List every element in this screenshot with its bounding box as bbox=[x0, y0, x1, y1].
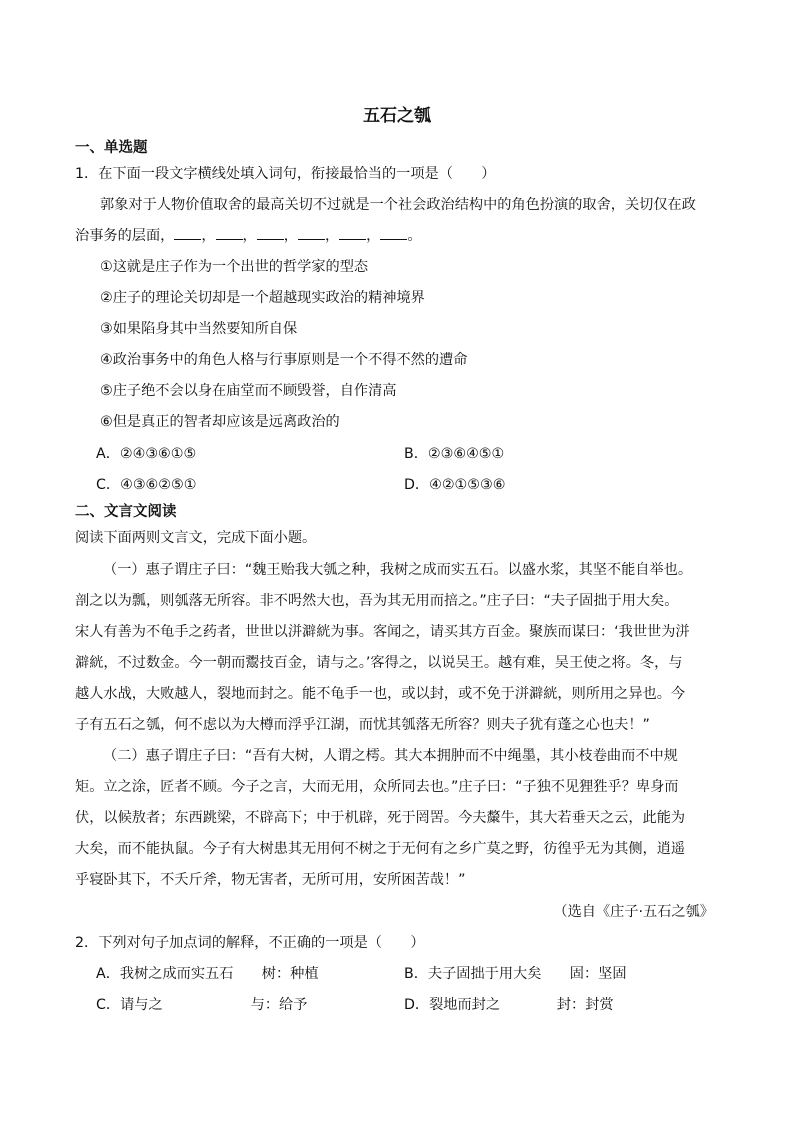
separator: ， bbox=[366, 228, 381, 244]
question-1-item-3: ③如果陷身其中当然要知所自保 bbox=[100, 321, 298, 337]
reading-passage-1-line-6: 子有五石之瓠，何不虑以为大樽而浮乎江湖，而忧其瓠落无所容？则夫子犹有蓬之心也夫！” bbox=[75, 717, 650, 733]
question-1-passage-line-1: 郭象对于人物价值取舍的最高关切不过就是一个社会政治结构中的角色扮演的取舍，关切仅在政 bbox=[100, 197, 696, 213]
section-heading-single-choice: 一、单选题 bbox=[75, 140, 148, 156]
reading-source: （选自《庄子·五石之瓠》 bbox=[553, 904, 714, 920]
question-1-item-2: ②庄子的理论关切却是一个超越现实政治的精神境界 bbox=[100, 290, 425, 306]
reading-passage-1-line-3: 宋人有善为不龟手之药者，世世以洴澼絖为事。客闻之，请买其方百金。聚族而谋曰：‘我世世为洴 bbox=[75, 624, 690, 640]
reading-passage-2-line-3: 伏，以候敖者；东西跳梁，不辟高下；中于机辟，死于罔罟。今夫斄牛，其大若垂天之云，此能为 bbox=[75, 810, 686, 826]
reading-passage-2-line-2: 矩。立之涂，匠者不顾。今子之言，大而无用，众所同去也。”庄子曰：“子独不见狸狌乎？卑身而 bbox=[75, 779, 679, 795]
reading-passage-2-line-5: 乎寝卧其下，不夭斤斧，物无害者，无所可用，安所困苦哉！” bbox=[75, 872, 466, 888]
question-1-option-c[interactable]: C．④③⑥②⑤① bbox=[96, 477, 197, 493]
question-1-option-d[interactable]: D．④②①⑤③⑥ bbox=[404, 477, 506, 493]
blank-4[interactable] bbox=[298, 226, 325, 240]
blank-2[interactable] bbox=[216, 226, 243, 240]
reading-passage-1-line-1: （一）惠子谓庄子曰：“魏王贻我大瓠之种，我树之成而实五石。以盛水浆，其坚不能自举也。 bbox=[103, 562, 693, 578]
question-1-stem: 1．在下面一段文字横线处填入词句，衔接最恰当的一项是（ ） bbox=[75, 166, 496, 182]
reading-intro: 阅读下面两则文言文，完成下面小题。 bbox=[75, 530, 317, 546]
blank-3[interactable] bbox=[257, 226, 284, 240]
question-1-item-4: ④政治事务中的角色人格与行事原则是一个不得不然的遭命 bbox=[100, 352, 468, 368]
question-2-option-d[interactable]: D．裂地而封之 封：封赏 bbox=[404, 997, 614, 1013]
reading-passage-1-line-5: 越人水战，大败越人，裂地而封之。能不龟手一也，或以封，或不免于洴澼絖，则所用之异也。今 bbox=[75, 686, 686, 702]
separator: ， bbox=[242, 228, 257, 244]
page-title: 五石之瓠 bbox=[363, 106, 431, 126]
separator: ， bbox=[201, 228, 216, 244]
option-c-gloss: 与：给予 bbox=[250, 997, 308, 1013]
period: 。 bbox=[407, 228, 422, 244]
question-1-item-1: ①这就是庄子作为一个出世的哲学家的型态 bbox=[100, 259, 369, 275]
reading-passage-1-line-4: 澼絖，不过数金。今一朝而鬻技百金，请与之。’客得之，以说吴王。越有难，吴王使之将。冬，与 bbox=[75, 655, 683, 671]
separator: ， bbox=[324, 228, 340, 244]
blank-5[interactable] bbox=[339, 226, 366, 240]
separator: ， bbox=[283, 228, 298, 244]
reading-passage-2-line-1: （二）惠子谓庄子曰：“吾有大树，人谓之樗。其大本拥肿而不中绳墨，其小枝卷曲而不中规 bbox=[103, 748, 678, 764]
question-2-option-b[interactable]: B．夫子固拙于用大矣 固：坚固 bbox=[404, 966, 627, 982]
question-2-stem: 2．下列对句子加点词的解释，不正确的一项是（ ） bbox=[75, 935, 425, 951]
section-heading-classical-reading: 二、文言文阅读 bbox=[75, 504, 177, 520]
question-1-option-a[interactable]: A．②④③⑥①⑤ bbox=[96, 446, 197, 462]
question-1-item-5: ⑤庄子绝不会以身在庙堂而不顾毁誉，自作清高 bbox=[100, 383, 397, 399]
question-1-item-6: ⑥但是真正的智者却应该是远离政治的 bbox=[100, 414, 340, 430]
passage-prefix: 治事务的层面， bbox=[75, 228, 175, 244]
question-1-passage-line-2 bbox=[75, 226, 422, 246]
question-1-option-b[interactable]: B．②③⑥④⑤① bbox=[404, 446, 505, 462]
question-2-option-c[interactable] bbox=[96, 995, 307, 1015]
reading-passage-2-line-4: 大矣，而不能执鼠。今子有大树患其无用何不树之于无何有之乡广莫之野，彷徨乎无为其侧，逍遥 bbox=[75, 841, 686, 857]
question-2-option-a[interactable]: A．我树之成而实五石 树：种植 bbox=[96, 966, 319, 982]
reading-passage-1-line-2: 剖之以为瓢，则瓠落无所容。非不呺然大也，吾为其无用而掊之。”庄子曰：“夫子固拙于用大矣。 bbox=[75, 593, 679, 609]
blank-1[interactable] bbox=[174, 226, 201, 240]
blank-6[interactable] bbox=[380, 226, 407, 240]
option-c-text: C．请与之 bbox=[96, 997, 163, 1013]
